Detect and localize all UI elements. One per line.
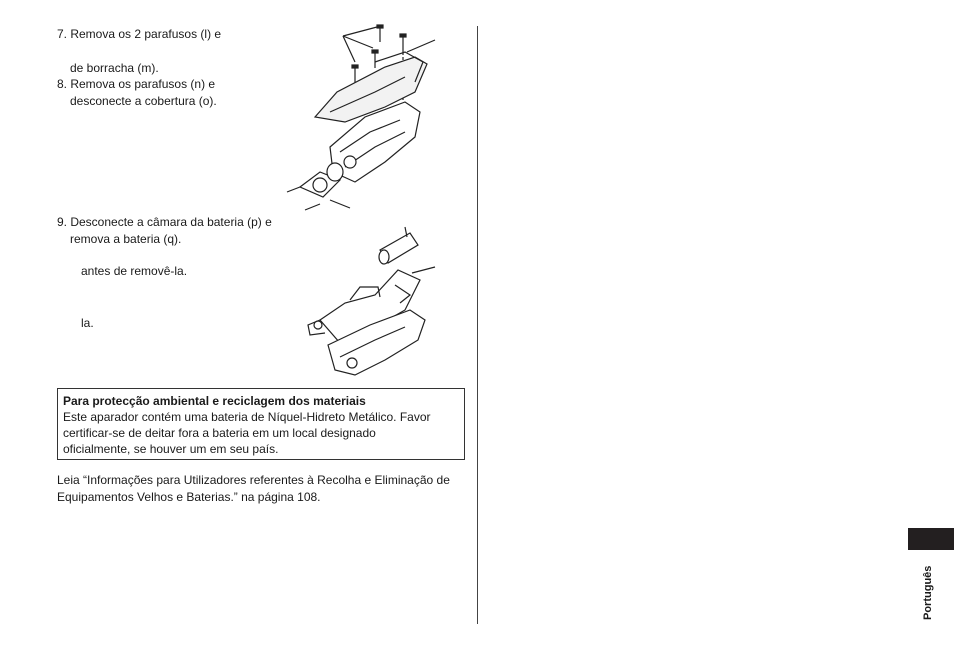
- note-title: Para protecção ambiental e reciclagem dos materiais: [63, 394, 366, 408]
- environmental-note-box: [57, 388, 465, 460]
- note-line-1: Este aparador contém uma bateria de Níquel-Hidreto Metálico. Favor: [63, 410, 431, 424]
- footer-line-1: Leia “Informações para Utilizadores referentes à Recolha e Eliminação de: [57, 473, 450, 487]
- step-9-line-3: antes de removê-la.: [81, 264, 188, 278]
- step-7-line-2: de borracha (m).: [70, 61, 159, 75]
- column-divider: [477, 26, 478, 624]
- step-8-line-2: desconecte a cobertura (o).: [70, 94, 217, 108]
- step-9-line-1: 9. Desconecte a câmara da bateria (p) e: [57, 215, 272, 229]
- battery-removal-illustration: [300, 225, 440, 385]
- disassembly-illustration-1: [275, 22, 445, 222]
- step-9-line-2: remova a bateria (q).: [70, 232, 182, 246]
- step-7-line-1: 7. Remova os 2 parafusos (l) e: [57, 27, 222, 41]
- footer-line-2: Equipamentos Velhos e Baterias.” na página 108.: [57, 490, 321, 504]
- note-line-2: certificar-se de deitar fora a bateria em um local designado: [63, 426, 376, 440]
- language-tab-marker: [908, 528, 954, 550]
- note-line-3: oficialmente, se houver um em seu país.: [63, 442, 279, 456]
- step-9-line-4: la.: [81, 316, 94, 330]
- step-8-line-1: 8. Remova os parafusos (n) e: [57, 77, 216, 91]
- language-tab-label: Português: [922, 565, 934, 620]
